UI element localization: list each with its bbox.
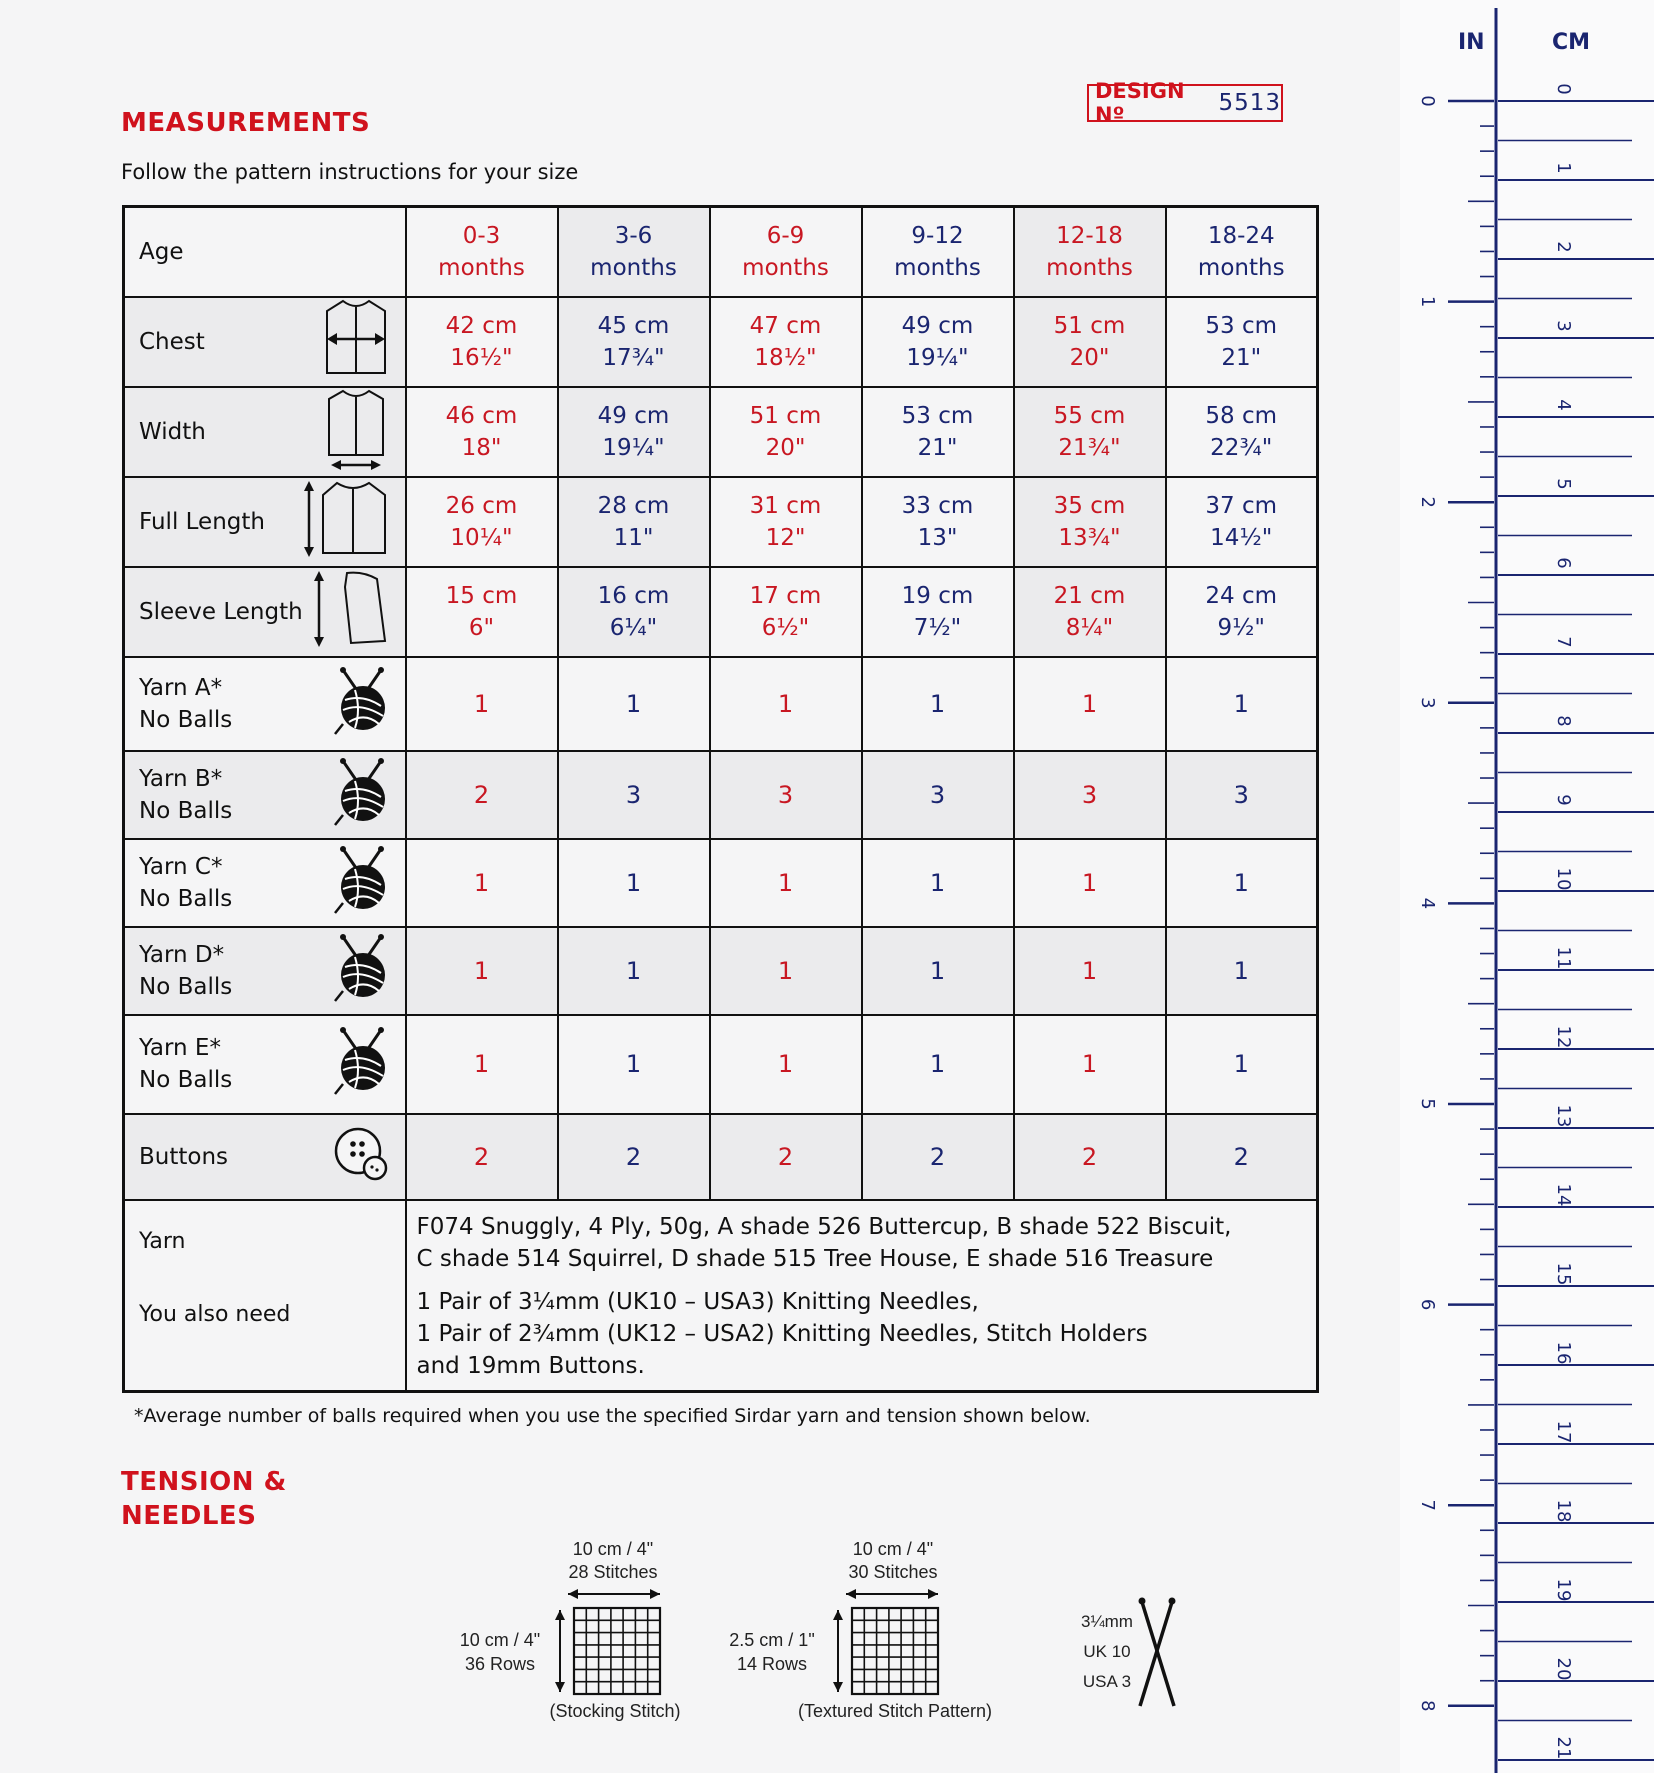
balls-cell: 3	[710, 751, 862, 839]
inch-value: 21"	[1221, 344, 1262, 371]
inch-value: 22¾"	[1210, 434, 1273, 461]
yarn-name: Yarn E*	[139, 1035, 221, 1061]
subtitle: Follow the pattern instructions for your size	[121, 160, 579, 184]
measure-row	[124, 297, 1318, 387]
ruler-cm-number: 10	[1553, 867, 1574, 891]
knitting-needles-icon	[1132, 1594, 1182, 1710]
balls-label: No Balls	[139, 885, 233, 912]
yarn-label-cell	[124, 839, 406, 927]
measurements-heading: MEASUREMENTS	[121, 108, 371, 138]
ruler-cm-number: 17	[1553, 1420, 1574, 1444]
measure-cell	[1166, 567, 1318, 657]
gauge2-swatch-icon	[826, 1584, 956, 1696]
buttons-cell: 2	[558, 1114, 710, 1200]
yarn-row	[124, 751, 1318, 839]
yarn-label: Yarn	[139, 1228, 186, 1254]
measuring-ruler	[1400, 0, 1654, 1773]
balls-label: No Balls	[139, 797, 233, 824]
measure-row	[124, 567, 1318, 657]
balls-cell: 1	[710, 927, 862, 1015]
row-label	[139, 672, 232, 736]
design-label: DESIGN Nº	[1095, 79, 1185, 127]
age-label-cell	[124, 207, 406, 297]
yarn-ball-icon	[331, 845, 391, 921]
balls-cell: 2	[406, 751, 558, 839]
ruler-cm-number: 14	[1553, 1183, 1574, 1207]
cm-value: 21 cm	[1053, 582, 1126, 609]
yarn-ball-icon	[331, 933, 391, 1009]
measure-cell	[710, 567, 862, 657]
design-number-box	[1087, 79, 1283, 127]
yarn-ball-icon	[331, 666, 391, 742]
measure-cell	[1014, 567, 1166, 657]
cm-value: 51 cm	[1053, 312, 1126, 339]
measure-cell	[1166, 477, 1318, 567]
need-text-3: and 19mm Buttons.	[416, 1352, 645, 1379]
yarn-name: Yarn A*	[139, 674, 223, 701]
age-unit: months	[438, 254, 525, 281]
row-label: Age	[139, 238, 184, 265]
yarn-label-cell	[124, 927, 406, 1015]
cm-value: 58 cm	[1205, 402, 1278, 429]
cm-value: 31 cm	[749, 492, 822, 519]
needle-usa: USA 3	[1082, 1672, 1132, 1691]
buttons-cell: 2	[862, 1114, 1014, 1200]
measure-cell	[1014, 297, 1166, 387]
inch-value: 8¼"	[1065, 614, 1114, 641]
yarn-name: Yarn C*	[139, 853, 223, 880]
row-label	[139, 763, 232, 827]
measure-cell	[1166, 387, 1318, 477]
row-label: Width	[139, 418, 206, 445]
ruler-in-label: IN	[1458, 30, 1485, 55]
inch-value: 20"	[1069, 344, 1110, 371]
buttons-cell: 2	[710, 1114, 862, 1200]
row-label	[139, 1032, 232, 1096]
inch-value: 6½"	[761, 614, 810, 641]
ruler-inch-number: 5	[1417, 1098, 1438, 1110]
measure-cell	[862, 387, 1014, 477]
age-range: 0-3	[462, 222, 501, 249]
measure-cell	[1014, 387, 1166, 477]
cm-value: 24 cm	[1205, 582, 1278, 609]
age-cell	[406, 207, 558, 297]
measure-cell	[710, 297, 862, 387]
measure-cell	[710, 477, 862, 567]
balls-cell: 1	[1166, 657, 1318, 751]
buttons-cell: 2	[1014, 1114, 1166, 1200]
row-label	[139, 851, 232, 915]
ruler-cm-number: 12	[1553, 1025, 1574, 1049]
age-unit: months	[1046, 254, 1133, 281]
ruler-inch-number: 6	[1417, 1298, 1438, 1311]
measure-cell	[406, 567, 558, 657]
measure-cell	[1014, 477, 1166, 567]
balls-cell: 1	[558, 1015, 710, 1114]
gauge1-swatch-icon	[548, 1584, 678, 1696]
buttons-cell: 2	[406, 1114, 558, 1200]
balls-cell: 1	[558, 927, 710, 1015]
balls-label: No Balls	[139, 706, 233, 733]
balls-cell: 1	[862, 657, 1014, 751]
inch-value: 16½"	[450, 344, 513, 371]
yarn-info-row	[124, 1200, 1318, 1392]
cm-value: 46 cm	[445, 402, 518, 429]
balls-cell: 1	[558, 839, 710, 927]
also-need-label: You also need	[139, 1301, 291, 1327]
cardigan-chest-icon	[321, 297, 391, 387]
info-labels-cell	[124, 1200, 406, 1392]
measure-cell	[406, 297, 558, 387]
balls-cell: 3	[1166, 751, 1318, 839]
measure-cell	[406, 387, 558, 477]
row-label: Chest	[139, 328, 205, 355]
measure-row	[124, 387, 1318, 477]
ruler-cm-number: 6	[1553, 557, 1574, 569]
inch-value: 21¾"	[1058, 434, 1121, 461]
age-range: 6-9	[766, 222, 805, 249]
gauge2-caption: (Textured Stitch Pattern)	[797, 1701, 993, 1721]
yarn-label-cell	[124, 657, 406, 751]
yarn-row	[124, 657, 1318, 751]
cm-value: 49 cm	[597, 402, 670, 429]
gauge1-height-label: 10 cm / 4"	[459, 1630, 541, 1650]
inch-value: 9½"	[1217, 614, 1265, 641]
cm-value: 33 cm	[901, 492, 974, 519]
gauge1-rows: 36 Rows	[464, 1654, 536, 1674]
ruler-cm-number: 13	[1553, 1104, 1574, 1128]
age-range: 3-6	[614, 222, 653, 249]
footnote: *Average number of balls required when you use the specified Sirdar yarn and tension shown below.	[134, 1405, 1091, 1427]
ruler-inch-number: 0	[1417, 95, 1438, 107]
needle-uk: UK 10	[1083, 1642, 1131, 1661]
row-label: Buttons	[139, 1143, 229, 1170]
cm-value: 17 cm	[749, 582, 822, 609]
cm-value: 26 cm	[445, 492, 518, 519]
age-range: 18-24	[1207, 222, 1275, 249]
tension-heading-line2: NEEDLES	[121, 1501, 257, 1531]
yarn-label-cell	[124, 751, 406, 839]
balls-cell: 1	[1166, 1015, 1318, 1114]
inch-value: 12"	[765, 524, 806, 551]
cm-value: 15 cm	[445, 582, 518, 609]
balls-cell: 3	[558, 751, 710, 839]
inch-value: 21"	[917, 434, 958, 461]
balls-cell: 1	[862, 1015, 1014, 1114]
yarn-ball-icon	[331, 757, 391, 833]
tension-heading	[121, 1465, 287, 1533]
measurements-table	[122, 205, 1319, 1393]
age-cell	[710, 207, 862, 297]
measure-cell	[558, 387, 710, 477]
balls-cell: 1	[558, 657, 710, 751]
age-cell	[1166, 207, 1318, 297]
cm-value: 49 cm	[901, 312, 974, 339]
ruler-cm-number: 19	[1553, 1578, 1574, 1602]
cm-value: 51 cm	[749, 402, 822, 429]
needle-size: 3¼mm	[1081, 1612, 1133, 1631]
ruler-inch-number: 8	[1417, 1700, 1438, 1712]
yarn-name: Yarn D*	[139, 941, 225, 968]
inch-value: 10¼"	[450, 524, 513, 551]
ruler-cm-number: 8	[1553, 715, 1574, 727]
ruler-inch-number: 1	[1417, 295, 1438, 308]
balls-cell: 1	[710, 1015, 862, 1114]
measure-cell	[1166, 297, 1318, 387]
balls-cell: 1	[862, 927, 1014, 1015]
age-unit: months	[742, 254, 829, 281]
gauge2-rows: 14 Rows	[736, 1654, 808, 1674]
balls-cell: 1	[862, 839, 1014, 927]
inch-value: 19¼"	[602, 434, 665, 461]
cardigan-width-icon	[321, 387, 391, 477]
age-range: 12-18	[1056, 222, 1123, 249]
inch-value: 14½"	[1210, 524, 1273, 551]
ruler-cm-number: 15	[1553, 1262, 1574, 1286]
buttons-label-cell	[124, 1114, 406, 1200]
age-unit: months	[590, 254, 677, 281]
gauge2-stitches: 30 Stitches	[848, 1562, 938, 1582]
inch-value: 17¾"	[602, 344, 665, 371]
ruler-cm-label: CM	[1552, 30, 1591, 55]
cm-value: 37 cm	[1205, 492, 1278, 519]
cm-value: 16 cm	[597, 582, 670, 609]
age-range: 9-12	[911, 222, 964, 249]
inch-value: 20"	[765, 434, 806, 461]
measure-label-cell	[124, 297, 406, 387]
balls-cell: 1	[710, 657, 862, 751]
balls-cell: 1	[406, 927, 558, 1015]
yarn-info-cell	[406, 1200, 1318, 1392]
need-text-1: 1 Pair of 3¼mm (UK10 – USA3) Knitting Needles,	[416, 1288, 979, 1315]
age-cell	[1014, 207, 1166, 297]
buttons-row	[124, 1114, 1318, 1200]
row-label: Full Length	[139, 508, 265, 535]
cm-value: 35 cm	[1053, 492, 1126, 519]
age-unit: months	[1197, 254, 1285, 281]
inch-value: 18½"	[754, 344, 817, 371]
ruler-cm-number: 21	[1553, 1736, 1574, 1760]
cm-value: 19 cm	[901, 582, 974, 609]
balls-cell: 1	[406, 1015, 558, 1114]
cm-value: 53 cm	[1205, 312, 1278, 339]
age-cell	[558, 207, 710, 297]
ruler-inch-number: 4	[1417, 897, 1438, 910]
ruler-cm-number: 11	[1553, 946, 1574, 970]
inch-value: 19¼"	[906, 344, 969, 371]
yarn-name: Yarn B*	[139, 765, 223, 792]
ruler-cm-number: 3	[1553, 320, 1574, 332]
balls-cell: 3	[1014, 751, 1166, 839]
measure-cell	[558, 567, 710, 657]
design-number: 5513	[1218, 90, 1281, 116]
ruler-inch-number: 3	[1417, 697, 1438, 709]
button-icon	[333, 1125, 391, 1189]
cm-value: 53 cm	[901, 402, 974, 429]
yarn-row	[124, 839, 1318, 927]
balls-cell: 1	[1014, 839, 1166, 927]
cm-value: 45 cm	[597, 312, 670, 339]
row-label: Sleeve Length	[139, 598, 303, 625]
yarn-text-2: C shade 514 Squirrel, D shade 515 Tree House, E shade 516 Treasure	[416, 1245, 1214, 1272]
balls-cell: 1	[1166, 839, 1318, 927]
measure-label-cell	[124, 477, 406, 567]
inch-value: 13"	[917, 524, 958, 551]
ruler-cm-number: 0	[1553, 83, 1574, 95]
ruler-inch-number: 7	[1417, 1499, 1438, 1511]
inch-value: 18"	[461, 434, 502, 461]
measure-row	[124, 477, 1318, 567]
balls-cell: 1	[406, 839, 558, 927]
inch-value: 11"	[613, 524, 654, 551]
cardigan-length-icon	[301, 477, 391, 567]
gauge1-stitches: 28 Stitches	[568, 1562, 658, 1582]
balls-cell: 1	[406, 657, 558, 751]
cm-value: 42 cm	[445, 312, 518, 339]
yarn-row	[124, 1015, 1318, 1114]
balls-label: No Balls	[139, 973, 233, 1000]
yarn-ball-icon	[331, 1026, 391, 1102]
sleeve-length-icon	[311, 567, 391, 657]
cm-value: 47 cm	[749, 312, 822, 339]
measure-label-cell	[124, 387, 406, 477]
ruler-cm-number: 4	[1553, 399, 1574, 411]
measure-cell	[862, 567, 1014, 657]
ruler-cm-number: 5	[1553, 478, 1574, 490]
buttons-cell: 2	[1166, 1114, 1318, 1200]
gauge1-caption: (Stocking Stitch)	[549, 1701, 681, 1721]
age-row	[124, 207, 1318, 297]
ruler-cm-number: 20	[1553, 1657, 1574, 1681]
balls-cell: 3	[862, 751, 1014, 839]
inch-value: 13¾"	[1058, 524, 1121, 551]
yarn-row	[124, 927, 1318, 1015]
inch-value: 6"	[468, 614, 495, 641]
inch-value: 7½"	[913, 614, 962, 641]
measure-cell	[558, 477, 710, 567]
ruler-cm-number: 2	[1553, 241, 1574, 253]
cm-value: 55 cm	[1053, 402, 1126, 429]
measure-cell	[862, 297, 1014, 387]
yarn-text-1: F074 Snuggly, 4 Ply, 50g, A shade 526 Buttercup, B shade 522 Biscuit,	[416, 1213, 1232, 1240]
need-text-2: 1 Pair of 2¾mm (UK12 – USA2) Knitting Needles, Stitch Holders	[416, 1320, 1148, 1347]
measure-cell	[710, 387, 862, 477]
balls-cell: 1	[710, 839, 862, 927]
measure-cell	[406, 477, 558, 567]
gauge2-width-label: 10 cm / 4"	[852, 1539, 934, 1559]
gauge2-height-label: 2.5 cm / 1"	[729, 1630, 815, 1650]
age-cell	[862, 207, 1014, 297]
ruler-cm-number: 7	[1553, 636, 1574, 648]
balls-label: No Balls	[139, 1067, 233, 1093]
measure-label-cell	[124, 567, 406, 657]
balls-cell: 1	[1014, 1015, 1166, 1114]
age-unit: months	[894, 254, 981, 281]
balls-cell: 1	[1166, 927, 1318, 1015]
row-label	[139, 939, 232, 1003]
yarn-label-cell	[124, 1015, 406, 1114]
ruler-cm-number: 1	[1553, 162, 1574, 174]
ruler-inch-number: 2	[1417, 496, 1438, 508]
cm-value: 28 cm	[597, 492, 670, 519]
measure-cell	[558, 297, 710, 387]
tension-heading-line1: TENSION &	[121, 1467, 287, 1497]
balls-cell: 1	[1014, 927, 1166, 1015]
measure-cell	[862, 477, 1014, 567]
ruler-cm-number: 16	[1553, 1341, 1574, 1365]
inch-value: 6¼"	[609, 614, 658, 641]
gauge1-width-label: 10 cm / 4"	[572, 1539, 654, 1559]
ruler-cm-number: 9	[1553, 794, 1574, 806]
balls-cell: 1	[1014, 657, 1166, 751]
ruler-cm-number: 18	[1553, 1499, 1574, 1523]
